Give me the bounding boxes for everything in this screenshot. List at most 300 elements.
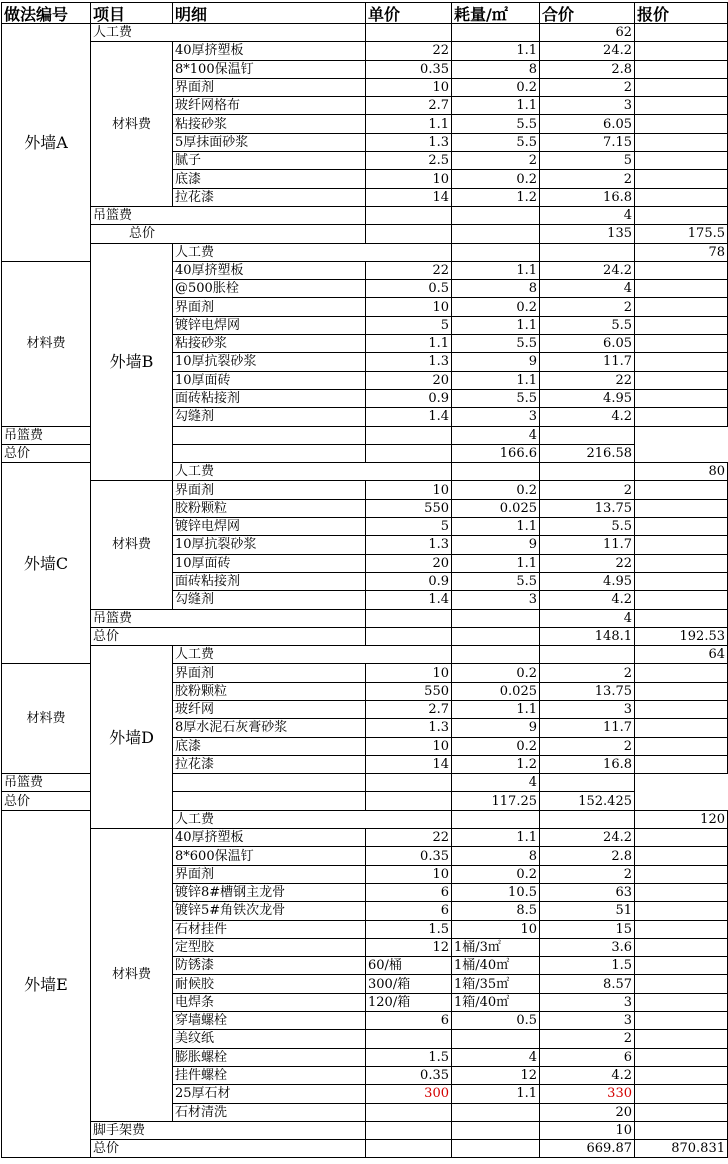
unit-price-cell[interactable] <box>452 646 540 664</box>
material-name[interactable]: 25厚石材 <box>173 1085 366 1103</box>
usage-cell[interactable] <box>452 206 540 224</box>
material-label[interactable]: 材料费 <box>2 664 91 774</box>
unit-price[interactable]: 10 <box>366 737 452 755</box>
total-label[interactable]: 总价 <box>91 1140 366 1158</box>
unit-price[interactable]: 10 <box>366 298 452 316</box>
unit-price[interactable]: 14 <box>366 188 452 206</box>
usage[interactable]: 1.1 <box>452 371 540 389</box>
amount[interactable]: 3 <box>540 1012 635 1030</box>
unit-price[interactable]: 10 <box>366 865 452 883</box>
amount[interactable]: 5 <box>540 152 635 170</box>
unit-price[interactable]: 10 <box>366 664 452 682</box>
usage[interactable]: 1桶/40㎡ <box>452 957 540 975</box>
unit-price[interactable]: 1.1 <box>366 335 452 353</box>
unit-price-cell[interactable] <box>366 1121 452 1139</box>
usage[interactable]: 8 <box>452 280 540 298</box>
basket-label[interactable]: 吊篮费 <box>91 206 366 224</box>
amount[interactable]: 6.05 <box>540 115 635 133</box>
quote-amount[interactable]: 870.831 <box>635 1140 728 1158</box>
unit-price-cell[interactable] <box>366 609 452 627</box>
usage[interactable]: 5.5 <box>452 115 540 133</box>
usage[interactable]: 3 <box>452 408 540 426</box>
basket-label[interactable]: 吊篮费 <box>2 426 173 444</box>
usage[interactable]: 1.1 <box>452 1085 540 1103</box>
amount[interactable]: 8.57 <box>540 975 635 993</box>
quote-cell[interactable] <box>635 206 728 224</box>
unit-price[interactable]: 1.1 <box>366 115 452 133</box>
quote-cell[interactable] <box>635 1066 728 1084</box>
usage[interactable]: 1箱/40㎡ <box>452 993 540 1011</box>
total-amount[interactable]: 135 <box>540 225 635 243</box>
amount[interactable]: 5.5 <box>540 518 635 536</box>
material-name[interactable]: 底漆 <box>173 737 366 755</box>
material-name[interactable]: 40厚挤塑板 <box>173 42 366 60</box>
usage[interactable]: 0.2 <box>452 170 540 188</box>
material-name[interactable]: 镀锌电焊网 <box>173 316 366 334</box>
total-amount[interactable]: 669.87 <box>540 1140 635 1158</box>
unit-price-cell[interactable] <box>173 774 366 792</box>
header-detail[interactable]: 明细 <box>173 3 366 24</box>
unit-price[interactable]: 2.7 <box>366 97 452 115</box>
quote-cell[interactable] <box>635 499 728 517</box>
unit-price[interactable]: 1.4 <box>366 408 452 426</box>
usage-cell[interactable] <box>540 463 635 481</box>
usage[interactable]: 0.025 <box>452 682 540 700</box>
quote-cell[interactable] <box>635 554 728 572</box>
amount[interactable]: 22 <box>540 554 635 572</box>
unit-price[interactable]: 1.3 <box>366 536 452 554</box>
quote-cell[interactable] <box>635 938 728 956</box>
material-name[interactable]: 界面剂 <box>173 481 366 499</box>
quote-cell[interactable] <box>635 883 728 901</box>
amount[interactable]: 24.2 <box>540 42 635 60</box>
material-name[interactable]: 10厚抗裂砂浆 <box>173 536 366 554</box>
usage[interactable]: 0.2 <box>452 78 540 96</box>
quote-cell[interactable] <box>635 591 728 609</box>
quote-cell[interactable] <box>635 609 728 627</box>
usage[interactable]: 9 <box>452 536 540 554</box>
amount[interactable]: 11.7 <box>540 353 635 371</box>
usage[interactable]: 0.5 <box>452 1012 540 1030</box>
total-amount[interactable]: 117.25 <box>452 792 540 810</box>
material-name[interactable]: 10厚面砖 <box>173 371 366 389</box>
amount[interactable]: 4 <box>540 280 635 298</box>
header-usage[interactable]: 耗量/㎡ <box>452 3 540 24</box>
amount[interactable]: 24.2 <box>540 261 635 279</box>
usage[interactable]: 1.1 <box>452 554 540 572</box>
unit-price[interactable]: 10 <box>366 170 452 188</box>
unit-price[interactable]: 300/箱 <box>366 975 452 993</box>
amount[interactable]: 15 <box>540 920 635 938</box>
amount[interactable]: 4.95 <box>540 389 635 407</box>
header-code[interactable]: 做法编号 <box>2 3 91 24</box>
quote-cell[interactable] <box>635 865 728 883</box>
group-code[interactable]: 外墙A <box>2 24 91 262</box>
usage[interactable]: 0.2 <box>452 865 540 883</box>
quote-cell[interactable] <box>635 902 728 920</box>
amount[interactable]: 22 <box>540 371 635 389</box>
quote-amount[interactable]: 192.53 <box>635 627 728 645</box>
extra-fee-amount[interactable]: 4 <box>540 206 635 224</box>
amount[interactable]: 11.7 <box>540 719 635 737</box>
usage[interactable]: 1.1 <box>452 261 540 279</box>
unit-price-cell[interactable] <box>366 24 452 42</box>
quote-cell[interactable] <box>635 408 728 426</box>
unit-price[interactable]: 20 <box>366 371 452 389</box>
quote-cell[interactable] <box>635 298 728 316</box>
usage[interactable]: 0.2 <box>452 737 540 755</box>
usage[interactable]: 4 <box>452 1048 540 1066</box>
unit-price[interactable]: 5 <box>366 518 452 536</box>
usage[interactable]: 0.025 <box>452 499 540 517</box>
unit-price[interactable]: 5 <box>366 316 452 334</box>
amount[interactable]: 3.6 <box>540 938 635 956</box>
labor-label[interactable]: 人工费 <box>173 810 452 828</box>
unit-price[interactable]: 1.3 <box>366 133 452 151</box>
labor-amount[interactable]: 120 <box>635 810 728 828</box>
usage-cell[interactable] <box>366 774 452 792</box>
labor-label[interactable]: 人工费 <box>91 24 366 42</box>
unit-price[interactable]: 10 <box>366 78 452 96</box>
amount[interactable]: 2.8 <box>540 60 635 78</box>
material-name[interactable]: 石材挂件 <box>173 920 366 938</box>
amount[interactable]: 51 <box>540 902 635 920</box>
quote-cell[interactable] <box>635 115 728 133</box>
unit-price-cell[interactable] <box>452 463 540 481</box>
amount[interactable]: 2 <box>540 865 635 883</box>
quote-cell[interactable] <box>635 389 728 407</box>
quote-cell[interactable] <box>635 1030 728 1048</box>
usage[interactable]: 0.2 <box>452 298 540 316</box>
unit-price[interactable]: 22 <box>366 829 452 847</box>
material-name[interactable]: 玻纤网 <box>173 700 366 718</box>
extra-fee-amount[interactable]: 4 <box>540 609 635 627</box>
amount[interactable]: 7.15 <box>540 133 635 151</box>
usage[interactable]: 1.1 <box>452 316 540 334</box>
usage[interactable]: 1.1 <box>452 829 540 847</box>
unit-price-cell[interactable] <box>366 1140 452 1158</box>
unit-price[interactable]: 1.5 <box>366 920 452 938</box>
material-name[interactable]: 镀锌5#角铁次龙骨 <box>173 902 366 920</box>
usage-cell[interactable] <box>452 225 540 243</box>
quote-cell[interactable] <box>635 755 728 773</box>
amount[interactable]: 11.7 <box>540 536 635 554</box>
usage[interactable]: 0.2 <box>452 664 540 682</box>
quote-cell[interactable] <box>635 371 728 389</box>
unit-price[interactable]: 2.5 <box>366 152 452 170</box>
quote-amount[interactable]: 152.425 <box>540 792 635 810</box>
material-name[interactable]: 胶粉颗粒 <box>173 499 366 517</box>
material-name[interactable]: 勾缝剂 <box>173 591 366 609</box>
quote-cell[interactable] <box>635 1012 728 1030</box>
amount[interactable]: 3 <box>540 97 635 115</box>
amount[interactable]: 2 <box>540 664 635 682</box>
quote-cell[interactable] <box>635 133 728 151</box>
labor-amount[interactable]: 78 <box>635 243 728 261</box>
amount[interactable]: 4.95 <box>540 572 635 590</box>
material-name[interactable]: 挂件螺栓 <box>173 1066 366 1084</box>
usage-cell[interactable] <box>452 1121 540 1139</box>
basket-label[interactable]: 吊篮费 <box>91 609 366 627</box>
unit-price[interactable]: 0.35 <box>366 1066 452 1084</box>
usage-cell[interactable] <box>452 609 540 627</box>
quote-cell[interactable] <box>635 335 728 353</box>
labor-label[interactable]: 人工费 <box>173 646 452 664</box>
usage[interactable]: 1.2 <box>452 755 540 773</box>
amount[interactable]: 4.2 <box>540 591 635 609</box>
labor-amount[interactable]: 64 <box>635 646 728 664</box>
material-name[interactable]: 拉花漆 <box>173 755 366 773</box>
usage[interactable]: 10 <box>452 920 540 938</box>
unit-price[interactable]: 1.3 <box>366 353 452 371</box>
amount[interactable]: 1.5 <box>540 957 635 975</box>
usage-cell[interactable] <box>452 24 540 42</box>
material-name[interactable]: 拉花漆 <box>173 188 366 206</box>
usage[interactable] <box>452 1030 540 1048</box>
unit-price[interactable]: 2.7 <box>366 700 452 718</box>
usage-cell[interactable] <box>452 627 540 645</box>
quote-cell[interactable] <box>635 1085 728 1103</box>
labor-amount[interactable]: 62 <box>540 24 635 42</box>
usage[interactable]: 1.1 <box>452 42 540 60</box>
material-name[interactable]: 8厚水泥石灰膏砂浆 <box>173 719 366 737</box>
material-name[interactable]: 底漆 <box>173 170 366 188</box>
unit-price-cell[interactable] <box>173 444 366 462</box>
amount[interactable]: 4.2 <box>540 408 635 426</box>
group-code[interactable]: 外墙B <box>91 243 173 481</box>
usage[interactable]: 1.1 <box>452 700 540 718</box>
unit-price[interactable]: 0.9 <box>366 389 452 407</box>
material-name[interactable]: 穿墙螺栓 <box>173 1012 366 1030</box>
usage[interactable]: 1.1 <box>452 518 540 536</box>
amount[interactable]: 2 <box>540 170 635 188</box>
group-code[interactable]: 外墙D <box>91 646 173 829</box>
material-name[interactable]: 5厚抹面砂浆 <box>173 133 366 151</box>
quote-cell[interactable] <box>635 188 728 206</box>
quote-cell[interactable] <box>635 572 728 590</box>
usage[interactable]: 10.5 <box>452 883 540 901</box>
unit-price[interactable]: 22 <box>366 42 452 60</box>
quote-amount[interactable]: 175.5 <box>635 225 728 243</box>
amount[interactable]: 2 <box>540 737 635 755</box>
material-name[interactable]: 10厚面砖 <box>173 554 366 572</box>
quote-cell[interactable] <box>635 975 728 993</box>
amount[interactable]: 13.75 <box>540 682 635 700</box>
material-name[interactable]: 40厚挤塑板 <box>173 261 366 279</box>
unit-price[interactable]: 0.35 <box>366 847 452 865</box>
quote-cell[interactable] <box>635 481 728 499</box>
usage-cell[interactable] <box>366 792 452 810</box>
labor-label[interactable]: 人工费 <box>173 463 452 481</box>
usage[interactable] <box>452 1103 540 1121</box>
usage[interactable]: 9 <box>452 353 540 371</box>
total-label[interactable]: 总价 <box>2 444 173 462</box>
amount[interactable]: 330 <box>540 1085 635 1103</box>
quote-cell[interactable] <box>635 847 728 865</box>
quote-cell[interactable] <box>635 42 728 60</box>
usage[interactable]: 2 <box>452 152 540 170</box>
usage[interactable]: 9 <box>452 719 540 737</box>
quote-cell[interactable] <box>635 829 728 847</box>
quote-cell[interactable] <box>635 1103 728 1121</box>
extra-fee-amount[interactable]: 4 <box>452 426 540 444</box>
labor-label[interactable]: 人工费 <box>173 243 452 261</box>
material-name[interactable]: 石材清洗 <box>173 1103 366 1121</box>
material-name[interactable]: 40厚挤塑板 <box>173 829 366 847</box>
quote-cell[interactable] <box>635 1048 728 1066</box>
unit-price[interactable] <box>366 1030 452 1048</box>
quote-cell[interactable] <box>635 1121 728 1139</box>
material-name[interactable]: 腻子 <box>173 152 366 170</box>
material-name[interactable]: 镀锌8#槽钢主龙骨 <box>173 883 366 901</box>
unit-price-cell[interactable] <box>366 225 452 243</box>
quote-cell[interactable] <box>635 536 728 554</box>
material-name[interactable]: 面砖粘接剂 <box>173 389 366 407</box>
material-name[interactable]: 10厚抗裂砂浆 <box>173 353 366 371</box>
usage-cell[interactable] <box>366 444 452 462</box>
unit-price[interactable]: 0.5 <box>366 280 452 298</box>
amount[interactable]: 16.8 <box>540 755 635 773</box>
quote-cell[interactable] <box>635 353 728 371</box>
usage-cell[interactable] <box>366 426 452 444</box>
unit-price-cell[interactable] <box>366 206 452 224</box>
quote-cell[interactable] <box>635 97 728 115</box>
material-name[interactable]: 胶粉颗粒 <box>173 682 366 700</box>
unit-price[interactable]: 0.9 <box>366 572 452 590</box>
amount[interactable]: 6.05 <box>540 335 635 353</box>
quote-cell[interactable] <box>635 261 728 279</box>
unit-price[interactable]: 12 <box>366 938 452 956</box>
material-name[interactable]: 界面剂 <box>173 664 366 682</box>
usage[interactable]: 12 <box>452 1066 540 1084</box>
unit-price[interactable] <box>366 1103 452 1121</box>
usage[interactable]: 8 <box>452 60 540 78</box>
usage[interactable]: 5.5 <box>452 335 540 353</box>
material-name[interactable]: 8*600保温钉 <box>173 847 366 865</box>
usage[interactable]: 5.5 <box>452 572 540 590</box>
amount[interactable]: 5.5 <box>540 316 635 334</box>
unit-price[interactable]: 1.4 <box>366 591 452 609</box>
unit-price[interactable]: 300 <box>366 1085 452 1103</box>
unit-price[interactable]: 1.5 <box>366 1048 452 1066</box>
amount[interactable]: 2.8 <box>540 847 635 865</box>
quote-cell[interactable] <box>635 60 728 78</box>
material-name[interactable]: 膨胀螺栓 <box>173 1048 366 1066</box>
material-name[interactable]: 耐候胶 <box>173 975 366 993</box>
unit-price-cell[interactable] <box>452 243 540 261</box>
quote-cell[interactable] <box>635 700 728 718</box>
unit-price[interactable]: 6 <box>366 883 452 901</box>
unit-price[interactable]: 120/箱 <box>366 993 452 1011</box>
material-name[interactable]: @500胀栓 <box>173 280 366 298</box>
extra-fee-amount[interactable]: 4 <box>452 774 540 792</box>
scaffold-label[interactable]: 脚手架费 <box>91 1121 366 1139</box>
quote-amount[interactable]: 216.58 <box>540 444 635 462</box>
unit-price[interactable]: 60/桶 <box>366 957 452 975</box>
usage[interactable]: 5.5 <box>452 389 540 407</box>
quote-cell[interactable] <box>635 682 728 700</box>
material-name[interactable]: 粘接砂浆 <box>173 335 366 353</box>
total-label[interactable]: 总价 <box>2 792 173 810</box>
amount[interactable]: 2 <box>540 78 635 96</box>
usage[interactable]: 8.5 <box>452 902 540 920</box>
unit-price[interactable]: 22 <box>366 261 452 279</box>
material-name[interactable]: 美纹纸 <box>173 1030 366 1048</box>
total-amount[interactable]: 166.6 <box>452 444 540 462</box>
usage-cell[interactable] <box>540 646 635 664</box>
amount[interactable]: 2 <box>540 1030 635 1048</box>
total-label[interactable]: 总价 <box>91 225 366 243</box>
header-amount[interactable]: 合价 <box>540 3 635 24</box>
quote-cell[interactable] <box>635 737 728 755</box>
material-label[interactable]: 材料费 <box>91 42 173 207</box>
quote-cell[interactable] <box>635 993 728 1011</box>
material-name[interactable]: 界面剂 <box>173 865 366 883</box>
quote-cell[interactable] <box>635 280 728 298</box>
unit-price-cell[interactable] <box>173 426 366 444</box>
material-name[interactable]: 8*100保温钉 <box>173 60 366 78</box>
unit-price[interactable]: 1.3 <box>366 719 452 737</box>
unit-price[interactable]: 14 <box>366 755 452 773</box>
extra-fee-amount[interactable]: 10 <box>540 1121 635 1139</box>
usage[interactable]: 8 <box>452 847 540 865</box>
amount[interactable]: 4.2 <box>540 1066 635 1084</box>
material-name[interactable]: 电焊条 <box>173 993 366 1011</box>
unit-price-cell[interactable] <box>366 627 452 645</box>
quote-cell[interactable] <box>635 664 728 682</box>
quote-cell[interactable] <box>635 518 728 536</box>
amount[interactable]: 16.8 <box>540 188 635 206</box>
amount[interactable]: 24.2 <box>540 829 635 847</box>
amount[interactable]: 13.75 <box>540 499 635 517</box>
amount[interactable]: 2 <box>540 298 635 316</box>
unit-price[interactable]: 20 <box>366 554 452 572</box>
usage[interactable]: 1.1 <box>452 97 540 115</box>
basket-label[interactable]: 吊篮费 <box>2 774 173 792</box>
labor-amount[interactable]: 80 <box>635 463 728 481</box>
unit-price[interactable]: 550 <box>366 499 452 517</box>
amount[interactable]: 20 <box>540 1103 635 1121</box>
usage[interactable]: 1桶/3㎡ <box>452 938 540 956</box>
material-name[interactable]: 防锈漆 <box>173 957 366 975</box>
amount[interactable]: 2 <box>540 481 635 499</box>
header-item[interactable]: 项目 <box>91 3 173 24</box>
unit-price[interactable]: 6 <box>366 902 452 920</box>
total-amount[interactable]: 148.1 <box>540 627 635 645</box>
material-name[interactable]: 勾缝剂 <box>173 408 366 426</box>
total-label[interactable]: 总价 <box>91 627 366 645</box>
quote-cell[interactable] <box>540 774 635 792</box>
quote-cell[interactable] <box>635 957 728 975</box>
quote-cell[interactable] <box>635 24 728 42</box>
group-code[interactable]: 外墙C <box>2 463 91 664</box>
unit-price-cell[interactable] <box>173 792 366 810</box>
usage-cell[interactable] <box>540 243 635 261</box>
usage[interactable]: 0.2 <box>452 481 540 499</box>
quote-cell[interactable] <box>635 170 728 188</box>
amount[interactable]: 3 <box>540 700 635 718</box>
unit-price-cell[interactable] <box>452 810 540 828</box>
header-quote[interactable]: 报价 <box>635 3 728 24</box>
amount[interactable]: 3 <box>540 993 635 1011</box>
unit-price[interactable]: 0.35 <box>366 60 452 78</box>
material-name[interactable]: 界面剂 <box>173 78 366 96</box>
material-label[interactable]: 材料费 <box>91 829 173 1122</box>
material-name[interactable]: 界面剂 <box>173 298 366 316</box>
quote-cell[interactable] <box>540 426 635 444</box>
unit-price[interactable]: 550 <box>366 682 452 700</box>
unit-price[interactable]: 6 <box>366 1012 452 1030</box>
